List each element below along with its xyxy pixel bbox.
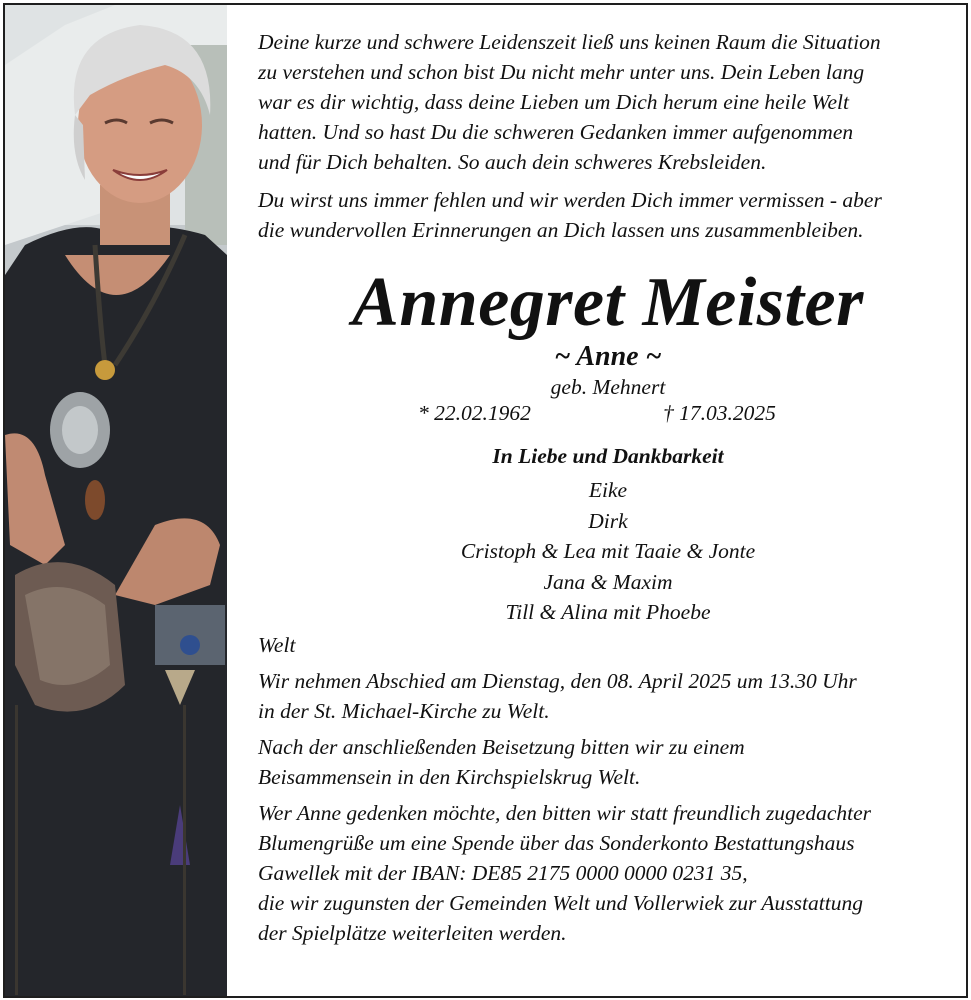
deceased-name: Annegret Meister bbox=[352, 264, 864, 341]
portrait-illustration bbox=[5, 5, 227, 996]
obituary-text bbox=[258, 27, 958, 948]
closing-paragraph-1 bbox=[258, 666, 958, 726]
nickname: ~ Anne ~ bbox=[554, 341, 662, 372]
text-line: hatten. Und so hast Du die schweren Gedanken immer aufgenommen bbox=[258, 120, 854, 144]
text-line: Wir nehmen Abschied am Dienstag, den 08. April 2025 um 13.30 Uhr bbox=[258, 668, 857, 693]
text-line: der Spielplätze weiterleiten werden. bbox=[258, 920, 567, 945]
text-line: in der St. Michael-Kirche zu Welt. bbox=[258, 698, 550, 723]
text-line: zu verstehen und schon bist Du nicht mehr unter uns. Dein Leben lang bbox=[258, 60, 865, 84]
birth-date: * 22.02.1962 bbox=[418, 401, 531, 425]
text-line: Wer Anne gedenken möchte, den bitten wir statt freundlich zugedachter bbox=[258, 800, 872, 825]
text-line: Gawellek mit der IBAN: DE85 2175 0000 0000 0231 35, bbox=[258, 860, 748, 885]
birth-name: geb. Mehnert bbox=[550, 375, 666, 399]
portrait-photo bbox=[5, 5, 227, 996]
family-member: Cristoph & Lea mit Taaie & Jonte bbox=[460, 539, 756, 563]
text-line: und für Dich behalten. So auch dein schweres Krebsleiden. bbox=[258, 150, 767, 174]
intro-paragraph-2 bbox=[258, 185, 958, 245]
text-line: Beisammensein in den Kirchspielskrug Welt. bbox=[258, 764, 641, 789]
text-line: Blumengrüße um eine Spende über das Sonderkonto Bestattungshaus bbox=[258, 830, 855, 855]
family-member: Dirk bbox=[588, 508, 628, 533]
family-member: Till & Alina mit Phoebe bbox=[505, 600, 711, 624]
text-line: Nach der anschließenden Beisetzung bitten wir zu einem bbox=[258, 734, 745, 759]
family-member: Jana & Maxim bbox=[543, 569, 673, 594]
place: Welt bbox=[258, 632, 296, 657]
closing-paragraph-2 bbox=[258, 732, 958, 792]
family-list bbox=[258, 475, 958, 628]
closing-paragraph-3 bbox=[258, 798, 958, 948]
text-line: Du wirst uns immer fehlen und wir werden Dich immer vermissen - aber bbox=[258, 188, 882, 212]
family-member: Eike bbox=[588, 478, 628, 502]
death-date: † 17.03.2025 bbox=[663, 401, 776, 425]
life-dates bbox=[258, 401, 958, 431]
obituary-frame bbox=[3, 3, 968, 998]
text-line: die wir zugunsten der Gemeinden Welt und Vollerwiek zur Ausstattung bbox=[258, 890, 863, 915]
text-line: die wundervollen Erinnerungen an Dich lassen uns zusammenbleiben. bbox=[258, 218, 864, 242]
dedication: In Liebe und Dankbarkeit bbox=[492, 444, 724, 468]
intro-paragraph-1 bbox=[258, 27, 958, 177]
text-line: war es dir wichtig, dass deine Lieben um Dich herum eine heile Welt bbox=[258, 90, 849, 114]
text-line: Deine kurze und schwere Leidenszeit ließ uns keinen Raum die Situation bbox=[258, 30, 881, 54]
